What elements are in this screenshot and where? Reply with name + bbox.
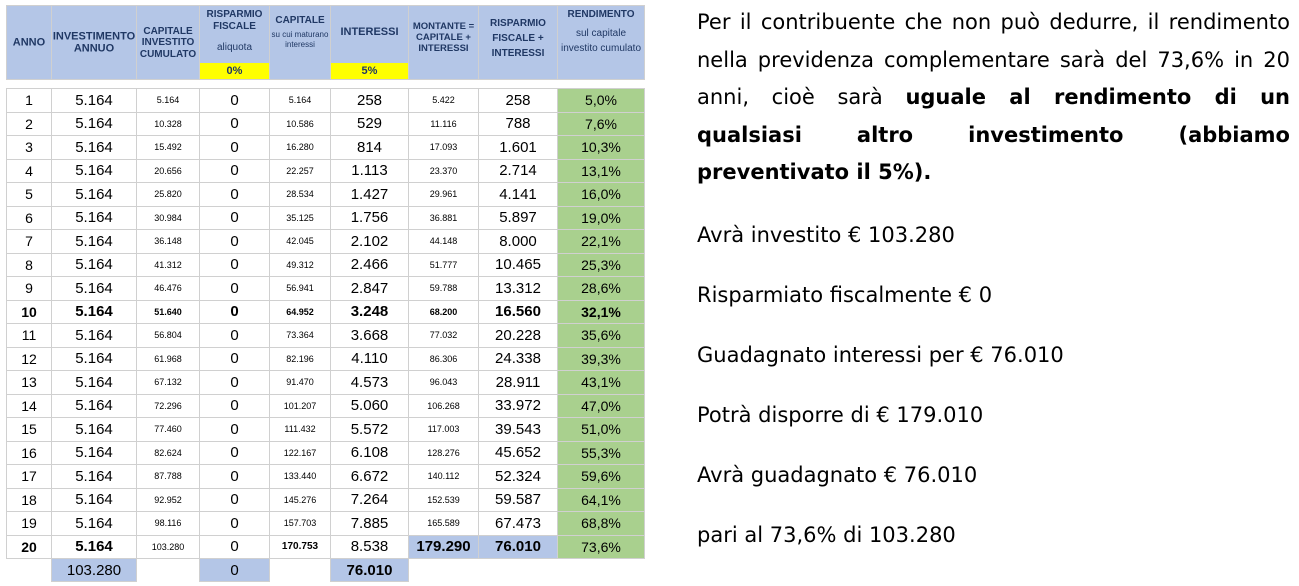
cell-capitale-investito: 41.312 [137,253,200,277]
cell-capitale-investito: 46.476 [137,277,200,301]
cell-rendimento: 35,6% [558,324,645,348]
cell-capitale-investito: 98.116 [137,512,200,536]
cell-investimento: 5.164 [52,418,137,442]
cell-investimento: 5.164 [52,230,137,254]
header-anno: ANNO [7,6,52,80]
cell-interessi: 1.113 [331,159,409,183]
cell-interessi: 2.466 [331,253,409,277]
cell-risparmio: 0 [200,112,270,136]
header-risparmio-sub: aliquota [216,42,253,53]
interest-rate-cell: 5% [331,63,408,79]
cell-investimento: 5.164 [52,253,137,277]
cell-rendimento: 64,1% [558,488,645,512]
cell-rendimento: 47,0% [558,394,645,418]
header-rendimento: RENDIMENTO sul capitale investito cumulato [558,6,645,80]
totals-empty [270,559,331,582]
cell-rendimento: 25,3% [558,253,645,277]
statement-risparmiato: Risparmiato fiscalmente € 0 [697,283,993,307]
cell-capitale-investito: 61.968 [137,347,200,371]
cell-anno: 6 [7,206,52,230]
cell-montante: 140.112 [409,465,479,489]
totals-row [7,559,645,582]
cell-risparmio-interessi: 76.010 [479,535,558,559]
totals-empty [479,559,558,582]
cell-interessi: 814 [331,136,409,160]
statement-guadagnato: Avrà guadagnato € 76.010 [697,463,978,487]
table-row [7,347,645,371]
cell-investimento: 5.164 [52,136,137,160]
cell-rendimento: 32,1% [558,300,645,324]
cell-risparmio: 0 [200,371,270,395]
cell-montante: 86.306 [409,347,479,371]
cell-risparmio-interessi: 13.312 [479,277,558,301]
cell-anno: 1 [7,89,52,113]
table-row [7,277,645,301]
cell-montante: 51.777 [409,253,479,277]
cell-investimento: 5.164 [52,394,137,418]
cell-investimento: 5.164 [52,465,137,489]
statement-percentuale: pari al 73,6% di 103.280 [697,523,956,547]
table-row [7,465,645,489]
cell-interessi: 529 [331,112,409,136]
cell-interessi: 3.248 [331,300,409,324]
cell-investimento: 5.164 [52,441,137,465]
cell-risparmio: 0 [200,136,270,160]
cell-capitale-maturano: 91.470 [270,371,331,395]
table-row [7,300,645,324]
cell-interessi: 1.427 [331,183,409,207]
cell-interessi: 6.108 [331,441,409,465]
cell-capitale-investito: 30.984 [137,206,200,230]
cell-investimento: 5.164 [52,206,137,230]
cell-risparmio-interessi: 4.141 [479,183,558,207]
commentary-panel [697,4,1291,547]
cell-capitale-maturano: 170.753 [270,535,331,559]
cell-montante: 68.200 [409,300,479,324]
cell-capitale-maturano: 82.196 [270,347,331,371]
cell-risparmio: 0 [200,418,270,442]
cell-anno: 11 [7,324,52,348]
cell-interessi: 1.756 [331,206,409,230]
header-risparmio-interessi: RISPARMIO FISCALE + INTERESSI [479,6,558,80]
table-row [7,441,645,465]
cell-risparmio-interessi: 20.228 [479,324,558,348]
cell-rendimento: 73,6% [558,535,645,559]
cell-investimento: 5.164 [52,488,137,512]
cell-rendimento: 59,6% [558,465,645,489]
cell-risparmio-interessi: 24.338 [479,347,558,371]
cell-capitale-investito: 87.788 [137,465,200,489]
table-row [7,112,645,136]
cell-capitale-investito: 10.328 [137,112,200,136]
cell-risparmio-interessi: 10.465 [479,253,558,277]
totals-empty [558,559,645,582]
cell-interessi: 8.538 [331,535,409,559]
totals-empty [7,559,52,582]
cell-anno: 20 [7,535,52,559]
cell-risparmio: 0 [200,89,270,113]
cell-anno: 14 [7,394,52,418]
cell-capitale-investito: 82.624 [137,441,200,465]
cell-risparmio-interessi: 2.714 [479,159,558,183]
cell-rendimento: 51,0% [558,418,645,442]
cell-montante: 77.032 [409,324,479,348]
cell-capitale-investito: 20.656 [137,159,200,183]
cell-capitale-investito: 67.132 [137,371,200,395]
cell-interessi: 258 [331,89,409,113]
cell-capitale-maturano: 49.312 [270,253,331,277]
header-investimento-annuo: INVESTIMENTO ANNUO [52,6,137,80]
cell-capitale-investito: 72.296 [137,394,200,418]
cell-rendimento: 68,8% [558,512,645,536]
header-interessi: INTERESSI 5% [331,6,409,80]
lead-bold-text: uguale al rendimento di un qualsiasi altro investimento (abbiamo preventivato il 5%). [697,85,1291,184]
cell-capitale-investito: 56.804 [137,324,200,348]
statement-investito: Avrà investito € 103.280 [697,223,955,247]
cell-capitale-maturano: 10.586 [270,112,331,136]
cell-rendimento: 7,6% [558,112,645,136]
pension-simulation-table [6,5,644,582]
total-interessi: 76.010 [331,559,409,582]
cell-anno: 17 [7,465,52,489]
cell-risparmio: 0 [200,535,270,559]
cell-risparmio-interessi: 52.324 [479,465,558,489]
cell-capitale-investito: 92.952 [137,488,200,512]
cell-montante: 117.003 [409,418,479,442]
cell-capitale-maturano: 42.045 [270,230,331,254]
cell-capitale-investito: 103.280 [137,535,200,559]
cell-capitale-investito: 25.820 [137,183,200,207]
cell-investimento: 5.164 [52,535,137,559]
table-row [7,488,645,512]
cell-rendimento: 10,3% [558,136,645,160]
cell-capitale-maturano: 145.276 [270,488,331,512]
cell-capitale-maturano: 73.364 [270,324,331,348]
cell-risparmio: 0 [200,230,270,254]
cell-capitale-maturano: 122.167 [270,441,331,465]
cell-capitale-investito: 36.148 [137,230,200,254]
statement-interessi: Guadagnato interessi per € 76.010 [697,343,1064,367]
header-row [7,6,645,80]
cell-investimento: 5.164 [52,347,137,371]
cell-capitale-investito: 5.164 [137,89,200,113]
cell-anno: 3 [7,136,52,160]
cell-montante: 17.093 [409,136,479,160]
cell-investimento: 5.164 [52,371,137,395]
cell-investimento: 5.164 [52,183,137,207]
cell-rendimento: 19,0% [558,206,645,230]
table-row [7,136,645,160]
table-row [7,230,645,254]
cell-capitale-maturano: 111.432 [270,418,331,442]
totals-empty [137,559,200,582]
table-row [7,159,645,183]
cell-montante: 44.148 [409,230,479,254]
cell-risparmio-interessi: 788 [479,112,558,136]
total-investimento: 103.280 [52,559,137,582]
cell-capitale-maturano: 16.280 [270,136,331,160]
cell-montante: 11.116 [409,112,479,136]
cell-montante: 179.290 [409,535,479,559]
statement-disporre: Potrà disporre di € 179.010 [697,403,984,427]
cell-capitale-investito: 77.460 [137,418,200,442]
cell-investimento: 5.164 [52,512,137,536]
tax-rate-cell: 0% [200,63,269,79]
cell-montante: 5.422 [409,89,479,113]
cell-risparmio-interessi: 258 [479,89,558,113]
cell-risparmio: 0 [200,465,270,489]
cell-capitale-maturano: 22.257 [270,159,331,183]
cell-risparmio-interessi: 67.473 [479,512,558,536]
cell-capitale-investito: 51.640 [137,300,200,324]
totals-empty [409,559,479,582]
cell-capitale-maturano: 35.125 [270,206,331,230]
cell-interessi: 2.847 [331,277,409,301]
cell-anno: 4 [7,159,52,183]
lead-text: Per il contribuente che non può dedurre, il rendimento nella previdenza complementare sarà del 73,6% in 20 anni, cioè sarà [697,10,1290,109]
cell-anno: 13 [7,371,52,395]
cell-capitale-maturano: 5.164 [270,89,331,113]
cell-risparmio-interessi: 28.911 [479,371,558,395]
cell-investimento: 5.164 [52,159,137,183]
header-montante: MONTANTE = CAPITALE + INTERESSI [409,6,479,80]
table-row [7,371,645,395]
spacer-row [7,80,645,89]
header-capitale-investito: CAPITALE INVESTITO CUMULATO [137,6,200,80]
table-row [7,183,645,207]
header-capitale-sub: su cui maturano interessi [271,30,329,49]
cell-montante: 128.276 [409,441,479,465]
cell-capitale-maturano: 64.952 [270,300,331,324]
cell-interessi: 6.672 [331,465,409,489]
cell-montante: 152.539 [409,488,479,512]
cell-rendimento: 16,0% [558,183,645,207]
cell-rendimento: 13,1% [558,159,645,183]
cell-montante: 23.370 [409,159,479,183]
cell-rendimento: 55,3% [558,441,645,465]
cell-risparmio: 0 [200,394,270,418]
cell-investimento: 5.164 [52,300,137,324]
cell-anno: 5 [7,183,52,207]
cell-interessi: 3.668 [331,324,409,348]
header-risparmio-fiscale: RISPARMIO FISCALE aliquota 0% [200,6,270,80]
cell-interessi: 7.264 [331,488,409,512]
cell-risparmio: 0 [200,488,270,512]
cell-investimento: 5.164 [52,89,137,113]
cell-interessi: 5.060 [331,394,409,418]
cell-rendimento: 28,6% [558,277,645,301]
cell-risparmio-interessi: 33.972 [479,394,558,418]
cell-anno: 9 [7,277,52,301]
cell-montante: 165.589 [409,512,479,536]
table-row [7,418,645,442]
cell-interessi: 2.102 [331,230,409,254]
cell-risparmio: 0 [200,253,270,277]
header-rendimento-sub: sul capitale investito cumulato [560,28,642,54]
cell-interessi: 7.885 [331,512,409,536]
cell-risparmio-interessi: 8.000 [479,230,558,254]
cell-anno: 18 [7,488,52,512]
cell-anno: 10 [7,300,52,324]
data-grid [6,5,645,582]
table-row [7,512,645,536]
cell-anno: 19 [7,512,52,536]
cell-interessi: 4.573 [331,371,409,395]
cell-rendimento: 39,3% [558,347,645,371]
cell-investimento: 5.164 [52,324,137,348]
cell-investimento: 5.164 [52,277,137,301]
cell-risparmio: 0 [200,300,270,324]
cell-risparmio: 0 [200,183,270,207]
cell-montante: 36.881 [409,206,479,230]
cell-rendimento: 5,0% [558,89,645,113]
table-row [7,89,645,113]
cell-capitale-maturano: 28.534 [270,183,331,207]
cell-risparmio: 0 [200,512,270,536]
table-row [7,535,645,559]
table-row [7,324,645,348]
cell-montante: 106.268 [409,394,479,418]
cell-risparmio: 0 [200,277,270,301]
cell-risparmio-interessi: 59.587 [479,488,558,512]
cell-risparmio: 0 [200,206,270,230]
cell-investimento: 5.164 [52,112,137,136]
cell-anno: 7 [7,230,52,254]
cell-anno: 8 [7,253,52,277]
cell-risparmio: 0 [200,441,270,465]
cell-risparmio-interessi: 5.897 [479,206,558,230]
cell-montante: 96.043 [409,371,479,395]
cell-risparmio-interessi: 1.601 [479,136,558,160]
header-capitale-maturano: CAPITALE su cui maturano interessi [270,6,331,80]
cell-anno: 2 [7,112,52,136]
cell-risparmio: 0 [200,324,270,348]
cell-rendimento: 22,1% [558,230,645,254]
table-row [7,253,645,277]
table-row [7,206,645,230]
cell-capitale-maturano: 133.440 [270,465,331,489]
cell-risparmio: 0 [200,159,270,183]
cell-risparmio-interessi: 16.560 [479,300,558,324]
cell-montante: 59.788 [409,277,479,301]
cell-interessi: 4.110 [331,347,409,371]
cell-capitale-maturano: 157.703 [270,512,331,536]
lead-paragraph [697,4,1290,192]
total-risparmio: 0 [200,559,270,582]
cell-capitale-maturano: 101.207 [270,394,331,418]
cell-capitale-investito: 15.492 [137,136,200,160]
cell-risparmio-interessi: 45.652 [479,441,558,465]
cell-capitale-maturano: 56.941 [270,277,331,301]
cell-risparmio: 0 [200,347,270,371]
cell-anno: 16 [7,441,52,465]
cell-risparmio-interessi: 39.543 [479,418,558,442]
table-row [7,394,645,418]
cell-anno: 15 [7,418,52,442]
table-body [7,80,645,582]
cell-anno: 12 [7,347,52,371]
cell-interessi: 5.572 [331,418,409,442]
cell-montante: 29.961 [409,183,479,207]
cell-rendimento: 43,1% [558,371,645,395]
